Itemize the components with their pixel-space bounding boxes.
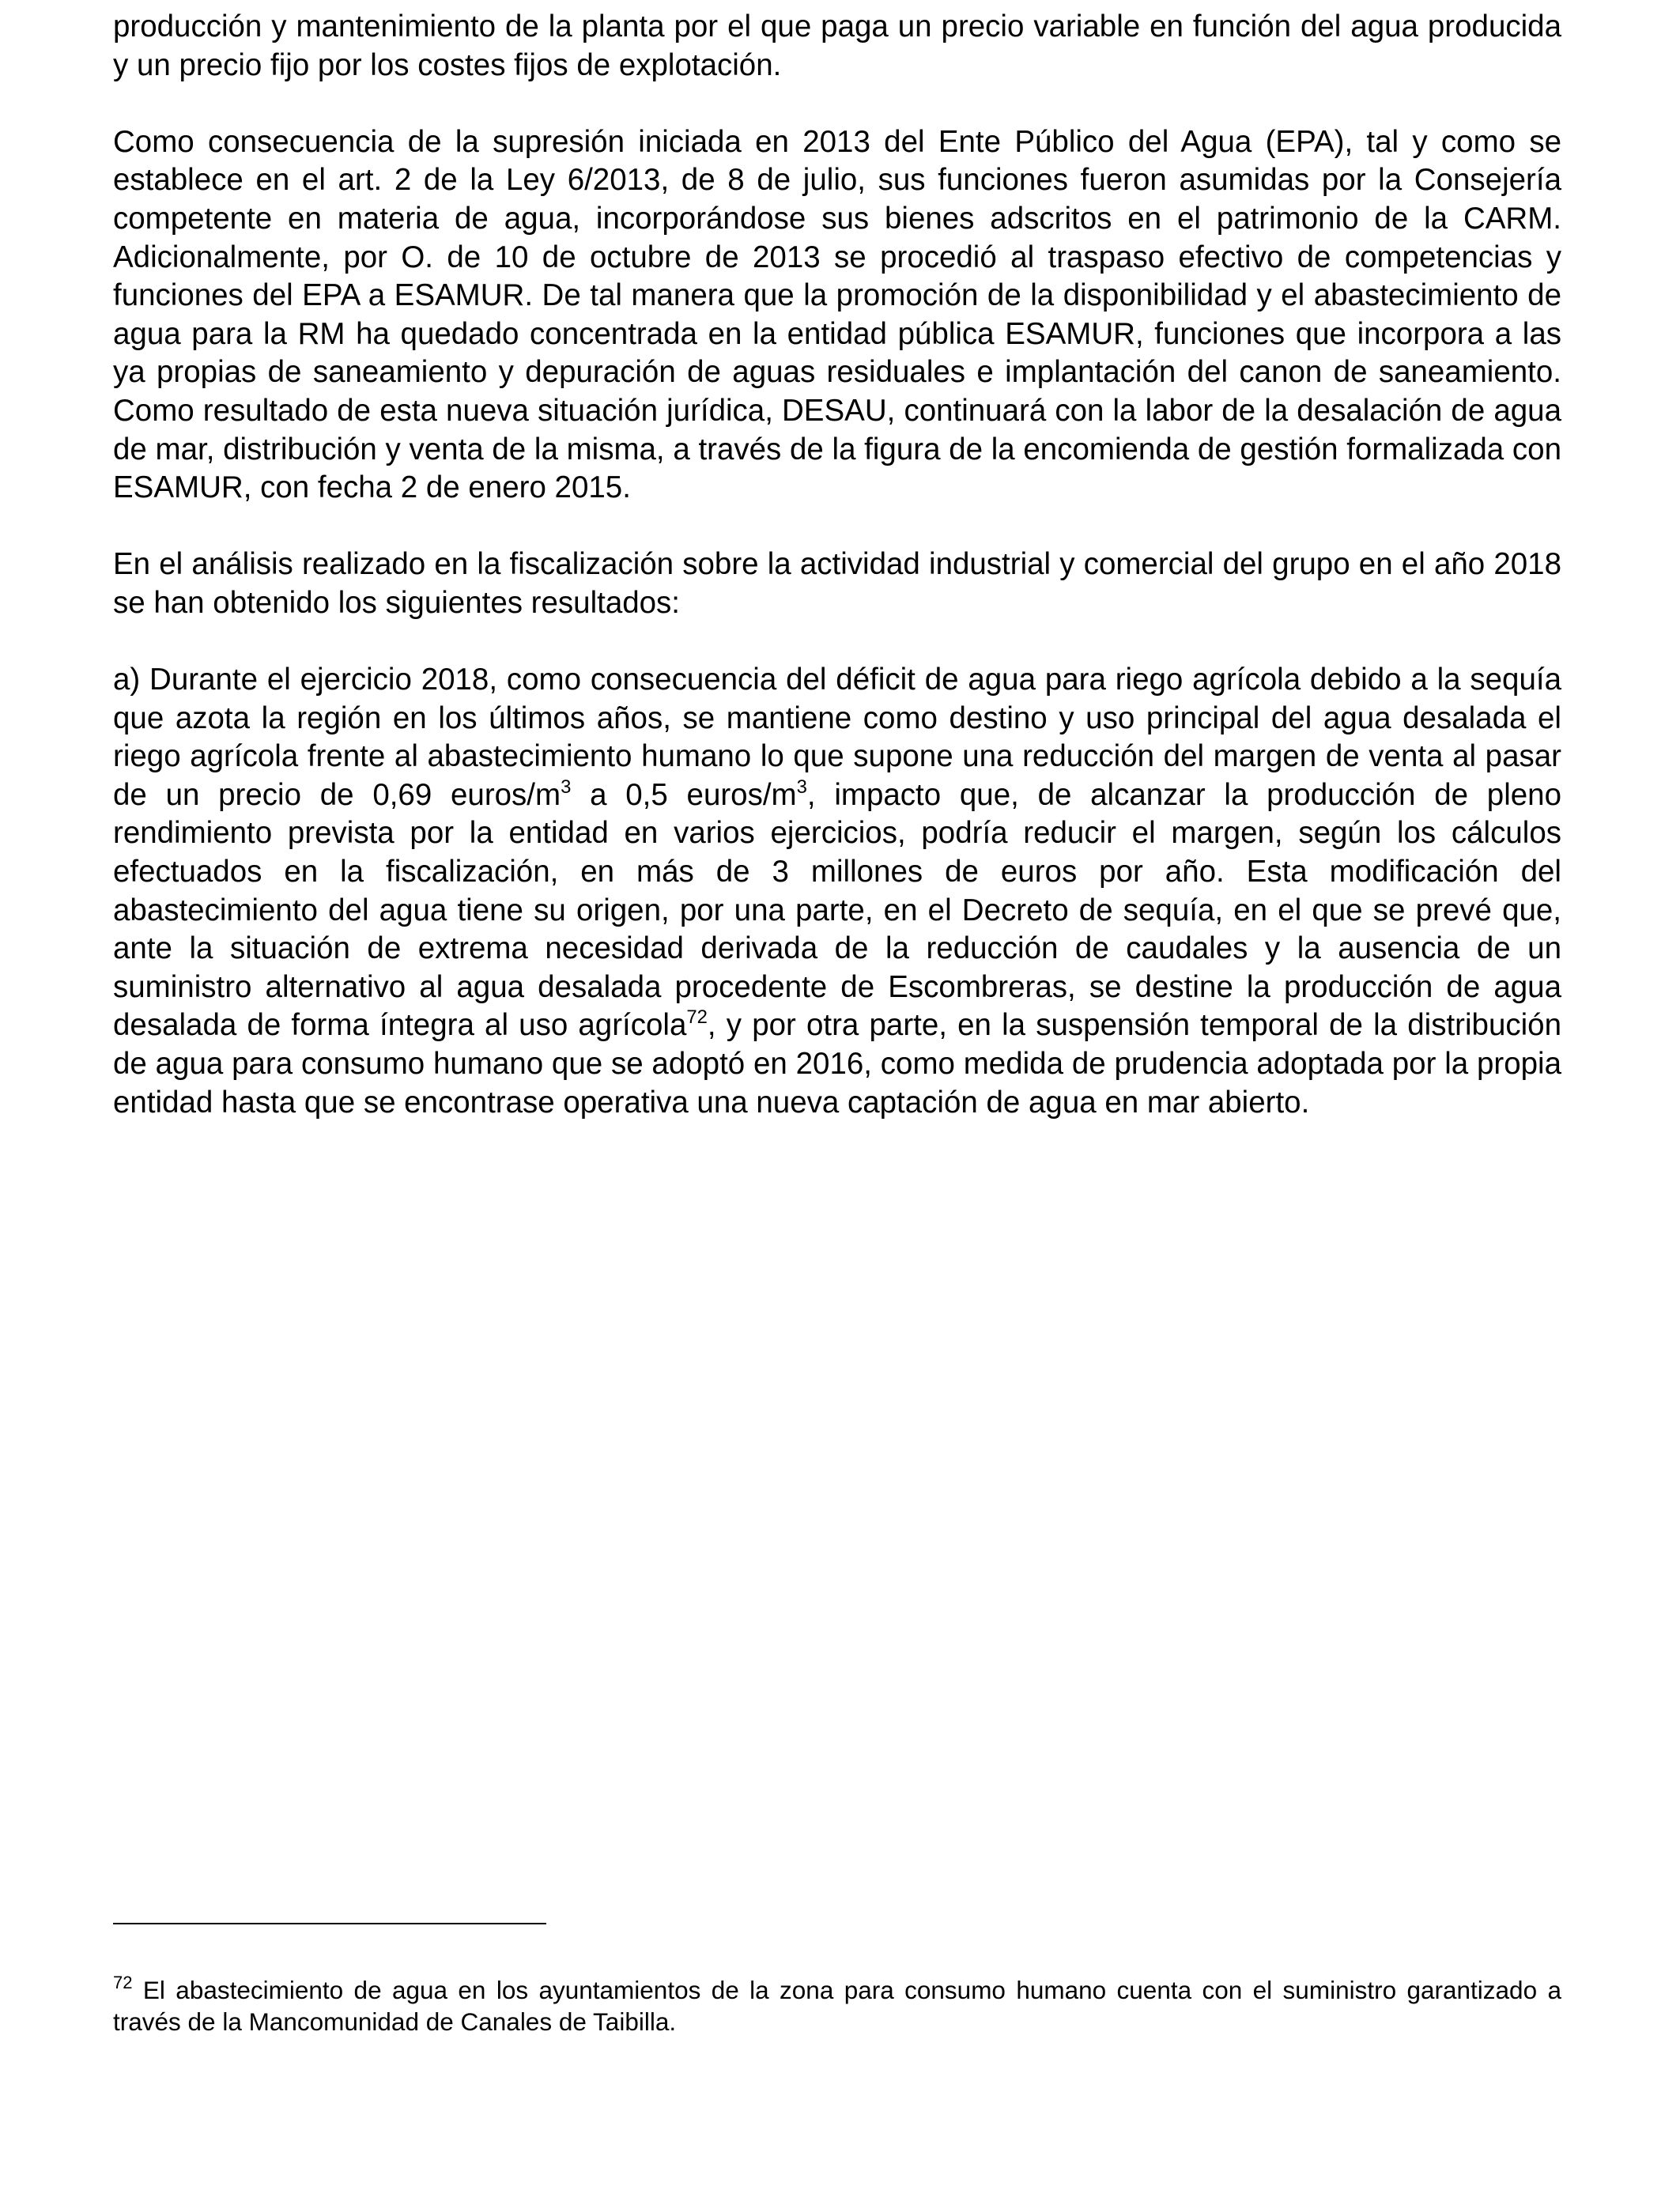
result-a-text-1: a) Durante el ejercicio 2018, como consecuencia del déficit de agua para riego agrícola debido a la sequía que azota la región en los últimos años, se mantiene como destino y uso principal del agua desalada el riego agrícola frente al abastecimiento humano lo que supone una reducción del margen de venta al pasar de un precio de 0,69 euros/m	[113, 663, 1561, 812]
paragraph-epa-suppression: Como consecuencia de la supresión iniciada en 2013 del Ente Público del Agua (EPA), tal y como se establece en el art. 2 de la Ley 6/2013, de 8 de julio, sus funciones fueron asumidas por la Consejería competente en materia de agua, incorporándose sus bienes adscritos en el patrimonio de la CARM. Adicionalmente, por O. de 10 de octubre de 2013 se procedió al traspaso efectivo de competencias y funciones del EPA a ESAMUR. De tal manera que la promoción de la disponibilidad y el abastecimiento de agua para la RM ha quedado concentrada en la entidad pública ESAMUR, funciones que incorpora a las ya propias de saneamiento y depuración de aguas residuales e implantación del canon de saneamiento. Como resultado de esta nueva situación jurídica, DESAU, continuará con la labor de la desalación de agua de mar, distribución y venta de la misma, a través de la figura de la encomienda de gestión formalizada con ESAMUR, con fecha 2 de enero 2015.	[113, 124, 1561, 505]
cubic-exponent: 3	[561, 776, 572, 799]
footnote-separator	[113, 1923, 546, 1924]
footnote	[113, 1974, 1561, 2037]
result-a-text-3: , impacto que, de alcanzar la producción de pleno rendimiento prevista por la entidad en varios ejercicios, podría reducir el margen, según los cálculos efectuados en la fiscalización, en más de 3 millones de euros por año. Esta modificación del abastecimiento del agua tiene su origen, por una parte, en el Decreto de sequía, en el que se prevé que, ante la situación de extrema necesidad derivada de la reducción de caudales y la ausencia de un suministro alternativo al agua desalada procedente de Escombreras, se destine la producción de agua desalada de forma íntegra al uso agrícola	[113, 777, 1561, 1043]
paragraph-analysis-intro: En el análisis realizado en la fiscalización sobre la actividad industrial y comercial del grupo en el año 2018 se han obtenido los siguientes resultados:	[113, 547, 1561, 620]
footnote-reference[interactable]: 72	[686, 1006, 708, 1029]
result-a-text-4: , y por otra parte, en la suspensión temporal de la distribución de agua para consumo humano que se adoptó en 2016, como medida de prudencia adoptada por la propia entidad hasta que se encontrase operativa una nueva captación de agua en mar abierto.	[113, 1008, 1561, 1120]
paragraph-plant-contract: producción y mantenimiento de la planta por el que paga un precio variable en función del agua producida y un precio fijo por los costes fijos de explotación.	[113, 9, 1561, 82]
footnote-text: El abastecimiento de agua en los ayuntamientos de la zona para consumo humano cuenta con el suministro garantizado a través de la Mancomunidad de Canales de Taibilla.	[113, 1976, 1561, 2036]
paragraph-result-a	[113, 661, 1561, 1122]
result-a-text-2: a 0,5 euros/m	[571, 777, 797, 812]
cubic-exponent: 3	[796, 776, 807, 799]
document-body	[113, 8, 1561, 1122]
footnote-number: 72	[113, 1972, 133, 1992]
